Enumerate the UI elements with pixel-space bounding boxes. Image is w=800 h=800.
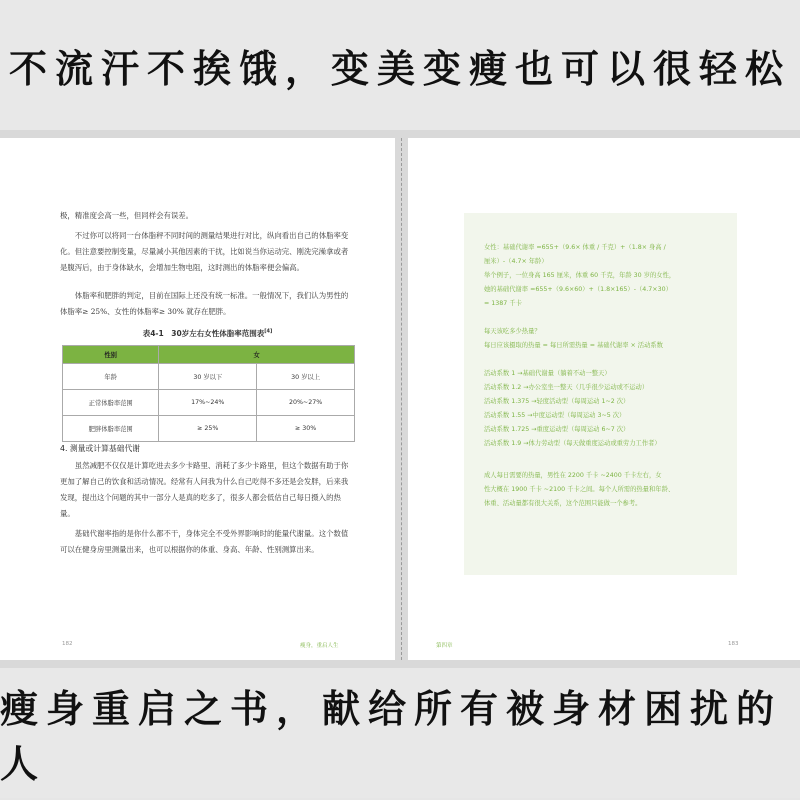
activity-line: 活动系数 1.375 →轻度活动型（每周运动 1~2 次） (484, 398, 630, 405)
top-banner (0, 0, 800, 130)
question-block (484, 325, 729, 353)
book-spread (0, 130, 800, 668)
left-running-header: 瘦身，重启人生 (300, 643, 339, 649)
closing-line: 成人每日需要的热量，男性在 2200 千卡 ~2400 千卡左右，女 (484, 472, 662, 479)
formula-line: 女性：基础代谢率 =655+（9.6× 体重 / 千克）+（1.8× 身高 / (484, 244, 666, 251)
table-row (63, 364, 355, 390)
table-row-label: 年龄 (63, 364, 159, 390)
closing-block (484, 469, 729, 511)
closing-line: 性大概在 1900 千卡 ~2100 千卡之间。每个人所需的热量和年龄、 (484, 486, 675, 493)
activity-line: 活动系数 1.55 →中度运动型（每周运动 3~5 次） (484, 412, 626, 419)
right-page-number: 183 (728, 641, 739, 647)
question-line: 每日应该摄取的热量 = 每日所需热量 = 基础代谢率 × 活动系数 (484, 342, 663, 349)
left-paragraph-3: 体脂率和肥胖的判定，目前在国际上还没有统一标准。一般情况下，我们认为男性的体脂率≥ 25%、女性的体脂率≥ 30% 就存在肥胖。 (60, 291, 349, 316)
right-page (408, 138, 800, 660)
activity-line: 活动系数 1.725 →重度运动型（每周运动 6~7 次） (484, 426, 630, 433)
section-heading-4: 4. 测量或计算基础代谢 (60, 444, 141, 453)
formula-line: = 1387 千卡 (484, 300, 522, 307)
table-cell: 30 岁以上 (257, 364, 355, 390)
table-cell: ≥ 25% (159, 416, 257, 442)
formula-block (484, 241, 729, 311)
table-title-text: 表4-1 30岁左右女性体脂率范围表 (142, 329, 265, 338)
table-row (63, 416, 355, 442)
table-row-label: 肥胖体脂率范围 (63, 416, 159, 442)
left-page-number: 182 (62, 641, 73, 647)
table-title (60, 328, 355, 339)
table-header-female: 女 (159, 346, 355, 364)
left-paragraph-1: 极，精准度会高一些，但同样会有误差。 (60, 211, 194, 220)
activity-line: 活动系数 1 →基础代谢量（躺着不动一整天） (484, 370, 611, 377)
top-banner-text: 不流汗不挨饿，变美变瘦也可以很轻松 (8, 45, 791, 91)
bottom-banner (0, 668, 800, 798)
formula-line: 举个例子，一位身高 165 厘米，体重 60 千克，年龄 30 岁的女性， (484, 272, 676, 279)
table-row-label: 正常体脂率范围 (63, 390, 159, 416)
right-running-header: 第四章 (436, 643, 453, 649)
table-row (63, 390, 355, 416)
activity-line: 活动系数 1.2 →办公室坐一整天（几乎很少运动或不运动） (484, 384, 649, 391)
page-gutter (401, 138, 402, 660)
table-cell: 30 岁以下 (159, 364, 257, 390)
left-page (0, 138, 395, 660)
table-cell: 17%~24% (159, 390, 257, 416)
bottom-banner-text: 瘦身重启之书，献给所有被身材困扰的人 (0, 686, 783, 786)
table-header-gender: 性别 (63, 346, 159, 364)
table-title-citation: [4] (264, 328, 273, 335)
activity-line: 活动系数 1.9 →体力劳动型（每天做重度运动或重劳力工作者） (484, 440, 661, 447)
body-fat-table (62, 345, 355, 442)
left-paragraph-2: 不过你可以将同一台体脂秤不同时间的测量结果进行对比，纵向看出自己的体脂率变化。但注意要控制变量，尽量减小其他因素的干扰，比如说当你运动完、刚洗完澡拿或者是腹泻后，由于身体缺水，会增加生物电阻，这时测出的体脂率便会偏高。 (60, 231, 349, 272)
left-paragraph-4: 虽然减肥不仅仅是计算吃进去多少卡路里、消耗了多少卡路里，但这个数据有助于你更加了解自己的饮食和活动情况。经常有人问我为什么自己吃得不多还是会发胖，后来我发现，提出这个问题的其中一部分人是真的吃多了，很多人都会低估自己每日摄入的热量。 (60, 461, 349, 518)
left-paragraph-5: 基础代谢率指的是你什么都不干，身体完全不受外界影响时的能量代谢量。这个数值可以在健身房里测量出来，也可以根据你的体重、身高、年龄、性别测算出来。 (60, 529, 349, 554)
activity-block (484, 367, 729, 451)
formula-line: 厘米）-（4.7× 年龄） (484, 258, 548, 265)
table-header-row (63, 346, 355, 364)
question-line: 每天该吃多少热量？ (484, 328, 541, 335)
formula-line: 她的基础代谢率 =655+（9.6×60）+（1.8×165）-（4.7×30） (484, 286, 672, 293)
table-cell: 20%~27% (257, 390, 355, 416)
closing-line: 体重、活动量都有很大关系，这个范围只能做一个参考。 (484, 500, 642, 507)
table-cell: ≥ 30% (257, 416, 355, 442)
info-box (464, 213, 737, 575)
